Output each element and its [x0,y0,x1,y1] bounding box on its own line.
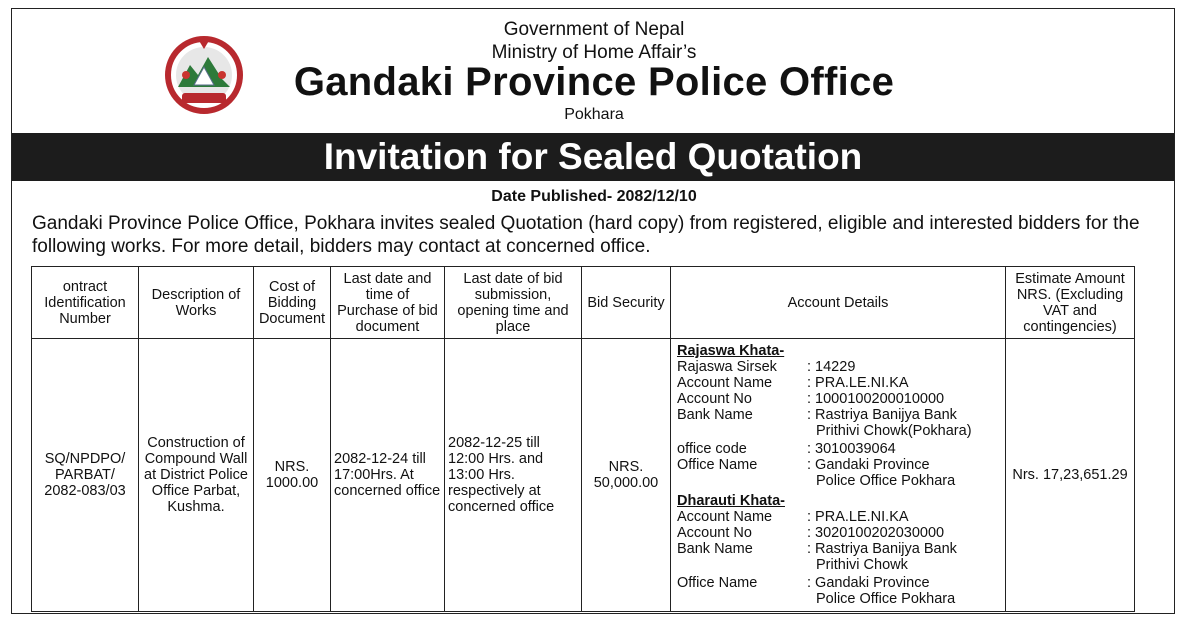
table-row [32,339,1135,612]
government-title: Government of Nepal [503,19,685,40]
office-title: Gandaki Province Police Office [293,60,895,104]
cell-bid-security: NRS. 50,000.00 [582,339,671,612]
account-line: Account No : 3020100202030000 [677,525,945,541]
account-line-cont: Police Office Pokhara [816,473,956,489]
cell-purchase-date: 2082-12-24 till 17:00Hrs. At concerned office [331,339,445,612]
header-cost: Cost of Bidding Document [254,267,331,339]
account-line: Account No : 1000100200010000 [677,391,945,407]
cell-submission-date: 2082-12-25 till 12:00 Hrs. and 13:00 Hrs. respectively at concerned office [445,339,582,612]
notice-frame [11,8,1175,614]
cell-cost: NRS. 1000.00 [254,339,331,612]
header [12,9,1174,133]
account-line: Bank Name : Rastriya Banijya Bank [677,407,957,423]
date-published: Date Published- 2082/12/10 [491,188,697,205]
account-line: Bank Name : Rastriya Banijya Bank [677,541,957,557]
account-line: office code : 3010039064 [677,441,896,457]
account-line-cont: Prithivi Chowk [816,557,908,573]
account-line: Account Name : PRA.LE.NI.KA [677,509,909,525]
rajaswa-heading: Rajaswa Khata- [677,343,785,359]
table-header-row [32,267,1135,339]
header-contract-id: ontract Identification Number [32,267,139,339]
city-label: Pokhara [564,106,624,123]
header-estimate: Estimate Amount NRS. (Excluding VAT and contingencies) [1006,267,1135,339]
cell-description: Construction of Compound Wall at District Police Office Parbat, Kushma. [139,339,254,612]
header-bid-security: Bid Security [582,267,671,339]
account-line: Account Name : PRA.LE.NI.KA [677,375,909,391]
account-line: Rajaswa Sirsek : 14229 [677,359,856,375]
account-line-cont: Prithivi Chowk(Pokhara) [816,423,972,439]
header-submission-date: Last date of bid submission, opening time and place [445,267,582,339]
account-line: Office Name : Gandaki Province [677,575,930,591]
cell-account-details [671,339,1006,612]
ministry-title: Ministry of Home Affair’s [491,42,697,63]
header-description: Description of Works [139,267,254,339]
account-line-cont: Police Office Pokhara [816,591,956,607]
account-line: Office Name : Gandaki Province [677,457,930,473]
dharauti-heading: Dharauti Khata- [677,493,785,509]
cell-contract-id: SQ/NPDPO/ PARBAT/ 2082-083/03 [32,339,139,612]
quotation-table [31,266,1135,612]
header-purchase-date: Last date and time of Purchase of bid document [331,267,445,339]
cell-estimate: Nrs. 17,23,651.29 [1006,339,1135,612]
intro-paragraph: Gandaki Province Police Office, Pokhara invites sealed Quotation (hard copy) from registered, eligible and interested bidders for the following works. For more detail, bidders may contact at concerned office. [32,213,1140,257]
header-account-details: Account Details [671,267,1006,339]
notice-banner: Invitation for Sealed Quotation [12,133,1174,181]
